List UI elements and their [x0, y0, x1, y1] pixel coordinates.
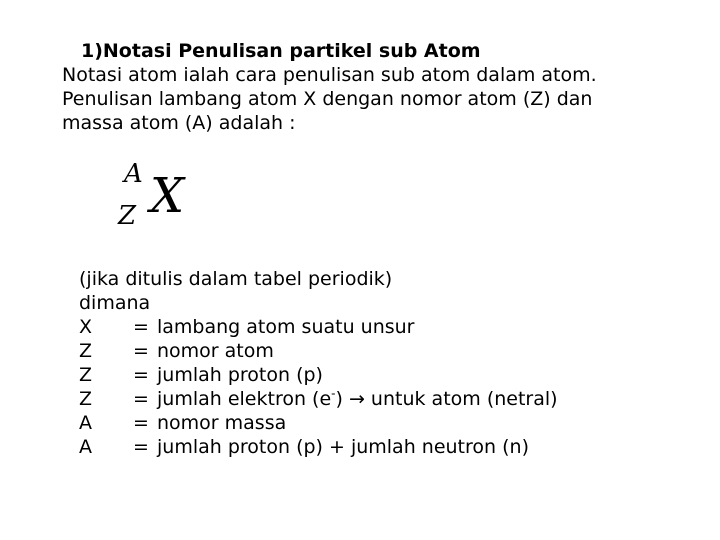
definition-key: Z — [79, 364, 93, 386]
definition-desc — [157, 387, 558, 411]
definition-row — [79, 435, 558, 459]
definition-row — [79, 363, 558, 387]
atom-notation — [112, 158, 212, 238]
definition-key: Z — [79, 388, 93, 410]
arrow-icon: → — [348, 388, 365, 410]
equals-sign: = — [133, 316, 149, 338]
atomic-number-symbol: Z — [118, 201, 137, 231]
definition-row — [79, 387, 558, 411]
equals-sign: = — [133, 436, 149, 458]
definitions-dimana: dimana — [79, 292, 151, 314]
equals-sign: = — [133, 412, 149, 434]
equals-sign: = — [133, 364, 149, 386]
equals-sign: = — [133, 340, 149, 362]
desc-text: ) — [335, 388, 343, 410]
definition-row — [79, 411, 558, 435]
mass-number-symbol: A — [124, 159, 143, 189]
intro-paragraph — [62, 63, 712, 135]
definition-key: X — [79, 316, 93, 338]
definitions-context: (jika ditulis dalam tabel periodik) — [79, 268, 393, 290]
intro-line: Penulisan lambang atom X dengan nomor atom (Z) dan — [62, 88, 593, 110]
definition-desc: jumlah proton (p) — [157, 364, 323, 386]
definition-row — [79, 339, 558, 363]
electron-charge: - — [331, 386, 336, 401]
equals-sign: = — [133, 388, 149, 410]
definition-desc: nomor atom — [157, 340, 274, 362]
definition-key: A — [79, 436, 92, 458]
definition-desc: lambang atom suatu unsur — [157, 316, 415, 338]
element-symbol: X — [150, 168, 185, 224]
intro-line: massa atom (A) adalah : — [62, 112, 296, 134]
definition-desc: nomor massa — [157, 412, 287, 434]
intro-line: Notasi atom ialah cara penulisan sub atom dalam atom. — [62, 64, 597, 86]
definition-key: Z — [79, 340, 93, 362]
desc-text: jumlah elektron (e — [157, 388, 332, 410]
desc-text: untuk atom (netral) — [364, 388, 558, 410]
definition-desc: jumlah proton (p) + jumlah neutron (n) — [157, 436, 529, 458]
definition-key: A — [79, 412, 92, 434]
section-heading: 1)Notasi Penulisan partikel sub Atom — [81, 40, 481, 62]
definition-row — [79, 315, 558, 339]
definitions-block — [79, 267, 558, 459]
